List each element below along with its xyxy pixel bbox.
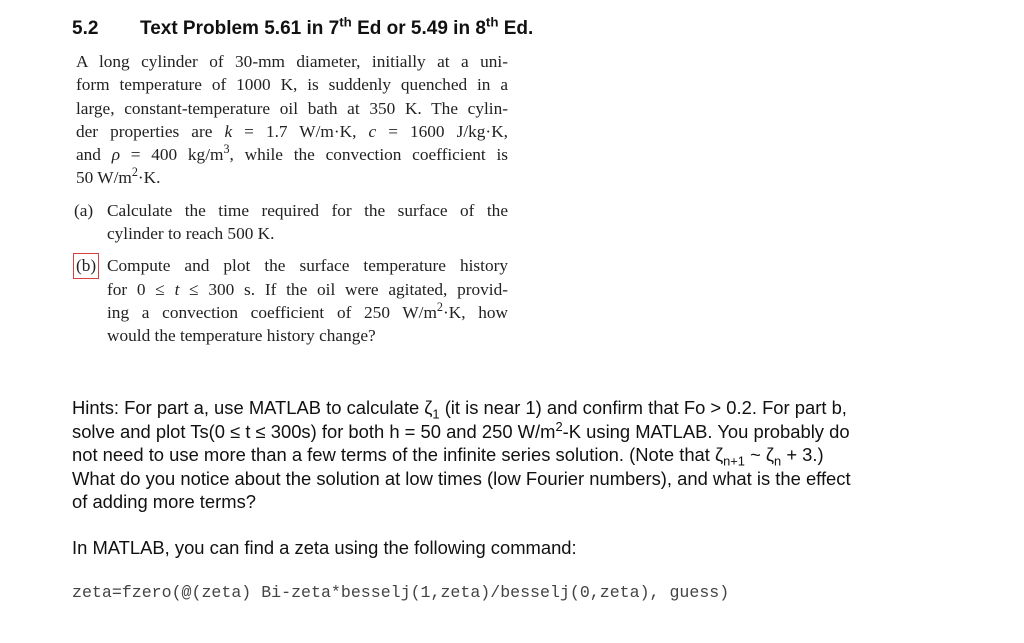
part-a-line: Calculate the time required for the surface of the: [107, 200, 508, 220]
part-a-label: (a): [74, 200, 94, 220]
part-b-line: would the temperature history change?: [107, 326, 376, 346]
problem-line: der properties are k = 1.7 W/m·K, c = 1600 J/kg·K,: [76, 121, 508, 141]
hints-paragraph: [72, 396, 964, 514]
part-b: [76, 254, 508, 347]
part-a-line: cylinder to reach 500 K.: [107, 224, 275, 244]
problem-title: Text Problem 5.61 in 7th Ed or 5.49 in 8th Ed.: [140, 14, 534, 39]
matlab-intro: In MATLAB, you can find a zeta using the following command:: [72, 537, 577, 558]
textbook-excerpt: [76, 50, 508, 348]
part-b-line: Compute and plot the surface temperature history: [107, 256, 508, 276]
matlab-code: zeta=fzero(@(zeta) Bi-zeta*besselj(1,zeta)/besselj(0,zeta), guess): [72, 583, 730, 602]
hints-line: of adding more terms?: [72, 491, 256, 513]
part-b-line: ing a convection coefficient of 250 $W/m^2\cdot K$, how: [107, 300, 508, 322]
problem-line: form temperature of 1000 K, is suddenly quenched in a: [76, 75, 508, 95]
problem-heading: [72, 14, 534, 40]
part-b-label-highlighted: (b): [74, 254, 98, 277]
problem-line: large, constant-temperature oil bath at 350 K. The cylin-: [76, 98, 508, 118]
hints-line: Hints: For part a, use MATLAB to calculate $\zeta_1$ (it is near 1) and confirm that Fo > 0.2. For part b,: [72, 397, 847, 422]
problem-line: A long cylinder of 30-mm diameter, initially at a uni-: [76, 52, 508, 71]
problem-line: and ρ = 400 $kg/m^3$, while the convection coefficient is: [76, 142, 508, 165]
problem-line: 50 $W/m^2\cdot K$.: [76, 165, 161, 188]
part-a: [76, 199, 508, 246]
hints-line: not need to use more than a few terms of the infinite series solution. (Note that $\zeta_{n+1}$ ~ $\zeta_n + 3$.): [72, 444, 824, 469]
hints-line: solve and plot Ts(0 ≤ t ≤ 300s) for both h = 50 and 250 $W/m^2-K$ using MATLAB. You probably do: [72, 418, 850, 442]
hints-line: What do you notice about the solution at low times (low Fourier numbers), and what is the effect: [72, 467, 851, 489]
part-b-line: for 0 ≤ t ≤ 300 s. If the oil were agitated, provid-: [107, 279, 508, 299]
problem-number: 5.2: [72, 18, 99, 39]
